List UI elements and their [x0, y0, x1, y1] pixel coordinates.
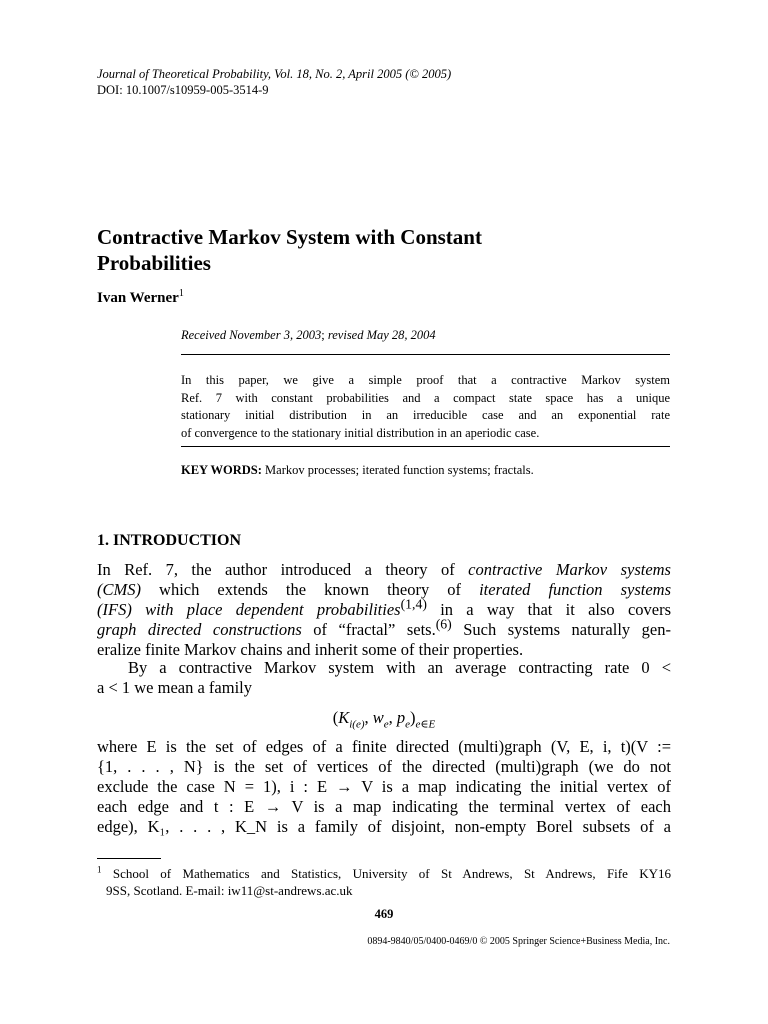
- display-formula: [0, 708, 768, 730]
- graph-paragraph: [97, 737, 671, 837]
- term-cms: contractive Markov systems: [468, 560, 671, 579]
- text-line: [97, 560, 671, 580]
- abstract-line: In this paper, we give a simple proof that a contractive Markov system: [181, 373, 670, 387]
- section-heading: 1. INTRODUCTION: [97, 532, 242, 549]
- footnote-rule: [97, 858, 161, 859]
- text-run: which extends the known theory of: [141, 580, 480, 599]
- formula-paren: ): [410, 708, 416, 727]
- formula-comma: ,: [388, 708, 397, 727]
- text-run: in a way that it also covers: [426, 600, 672, 619]
- text-run: In Ref. 7, the author introduced a theory of: [97, 560, 469, 579]
- title-line-1: Contractive Markov System with Constant: [97, 225, 482, 249]
- text-line: [97, 616, 671, 640]
- intro-paragraph: [97, 560, 671, 660]
- text-line: each edge and t : E → V is a map indicating the terminal vertex of each: [97, 797, 671, 816]
- text-run: of “fractal” sets.: [301, 620, 436, 639]
- received-date: Received November 3, 2003: [181, 328, 322, 342]
- text-line: edge), K₁, . . . , K_N is a family of disjoint, non-empty Borel subsets of a: [97, 817, 671, 836]
- page-number: 469: [374, 907, 394, 921]
- term-ifs: iterated function systems: [479, 580, 671, 599]
- footnote: [97, 865, 671, 899]
- doi-line: DOI: 10.1007/s10959-005-3514-9: [97, 83, 269, 97]
- formula-subscript: e: [405, 718, 411, 731]
- formula-paren: (: [332, 708, 339, 727]
- text-line: [97, 580, 671, 600]
- formula-symbol: w: [372, 708, 384, 727]
- term-graph-directed: graph directed constructions: [97, 620, 302, 639]
- formula-symbol: p: [396, 708, 406, 727]
- text-line: [97, 596, 672, 620]
- abstract-line: Ref. 7 with constant probabilities and a compact state space has a unique: [181, 390, 670, 405]
- formula-subscript: e: [383, 718, 389, 731]
- text-line: {1, . . . , N} is the set of vertices of the directed (multi)graph (we do not: [97, 757, 671, 776]
- abstract: [181, 372, 670, 442]
- copyright-line: 0894-9840/05/0400-0469/0 © 2005 Springer Science+Business Media, Inc.: [367, 936, 670, 947]
- term-cms-abbr: (CMS): [97, 580, 141, 599]
- abstract-top-rule: [181, 354, 670, 355]
- revised-date: revised May 28, 2004: [327, 328, 436, 342]
- text-line: exclude the case N = 1), i : E → V is a map indicating the initial vertex of: [97, 777, 671, 796]
- citation-1-4[interactable]: (1,4): [400, 596, 427, 612]
- term-ifs-pdp: (IFS) with place dependent probabilities: [97, 600, 401, 619]
- keywords: [181, 463, 534, 478]
- author: [97, 290, 184, 307]
- author-name: Ivan Werner: [97, 290, 179, 306]
- author-footnote-mark[interactable]: 1: [178, 288, 184, 299]
- text-line: By a contractive Markov system with an average contracting rate 0 <: [128, 658, 671, 677]
- formula-symbol: K: [338, 708, 350, 727]
- formula-subscript: e∈E: [415, 718, 436, 731]
- footnote-mark: 1: [97, 864, 102, 875]
- definition-paragraph: [97, 658, 671, 698]
- text-run: Such systems naturally gen-: [451, 620, 671, 639]
- citation-6[interactable]: (6): [435, 616, 452, 632]
- title-line-2: Probabilities: [97, 251, 211, 275]
- footnote-text: School of Mathematics and Statistics, University of St Andrews, St Andrews, Fife KY16: [112, 866, 671, 881]
- paper-title: [97, 224, 657, 276]
- text-line: eralize finite Markov chains and inherit some of their properties.: [97, 640, 524, 659]
- keywords-label: KEY WORDS:: [181, 463, 262, 477]
- journal-header: Journal of Theoretical Probability, Vol. 18, No. 2, April 2005 (© 2005): [97, 67, 452, 81]
- footnote-line: 9SS, Scotland. E-mail: iw11@st-andrews.ac.uk: [106, 883, 353, 898]
- formula-subscript: i(e): [349, 718, 365, 731]
- text-line: a < 1 we mean a family: [97, 678, 252, 697]
- formula-comma: ,: [364, 708, 373, 727]
- text-line: where E is the set of edges of a finite directed (multi)graph (V, E, i, t)(V :=: [97, 737, 671, 756]
- abstract-bottom-rule: [181, 446, 670, 447]
- abstract-line: stationary initial distribution in an irreducible case and an exponential rate: [181, 408, 670, 422]
- keywords-text: Markov processes; iterated function systems; fractals.: [265, 463, 534, 477]
- footnote-line: [97, 865, 671, 882]
- received-dates: [181, 328, 436, 343]
- received-separator: ;: [321, 328, 325, 342]
- abstract-line: of convergence to the stationary initial distribution in an aperiodic case.: [181, 425, 540, 440]
